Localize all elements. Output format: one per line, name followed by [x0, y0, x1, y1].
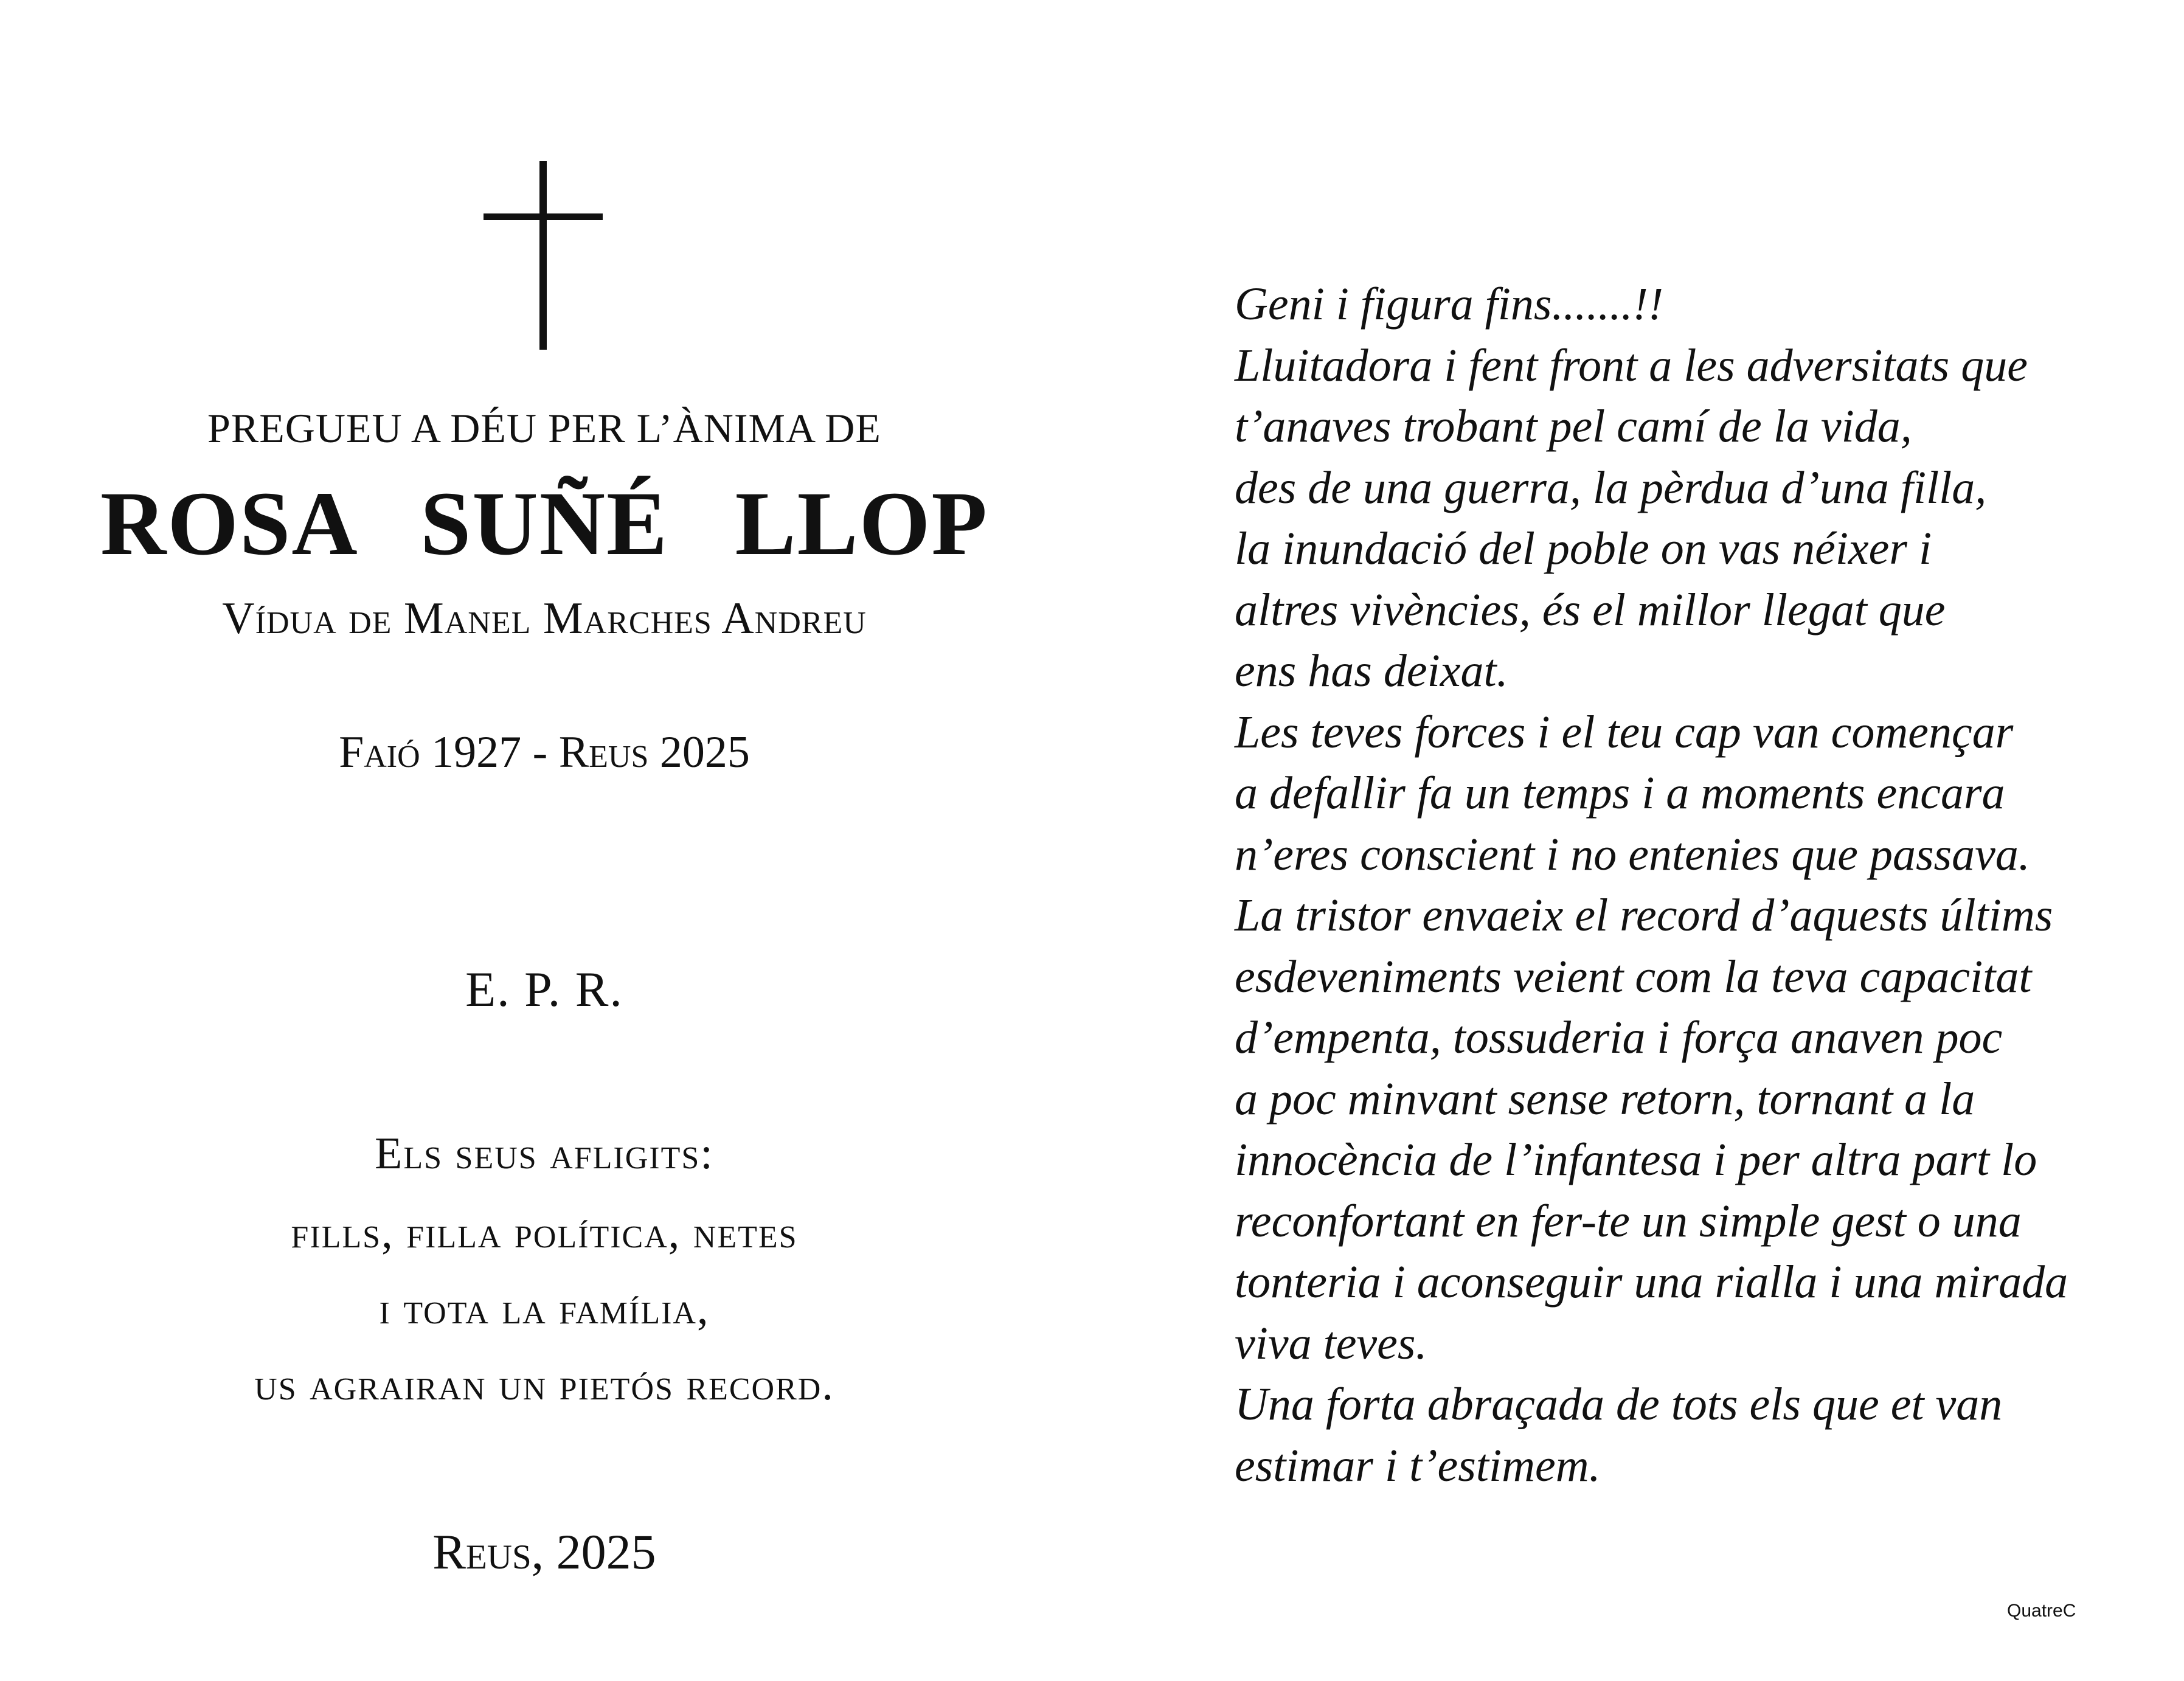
poem-line: t’anaves trobant pel camí de la vida,: [1235, 401, 1912, 452]
poem-line: innocència de l’infantesa i per altra part lo: [1235, 1134, 2037, 1185]
poem-line: ens has deixat.: [1235, 645, 1508, 696]
family-line: Els seus afligits:: [375, 1129, 714, 1179]
poem-line: a defallir fa un temps i a moments encara: [1235, 768, 2005, 819]
poem-line: a poc minvant sense retorn, tornant a la: [1235, 1073, 1975, 1125]
poem-line: Geni i figura fins.......!!: [1235, 279, 1664, 330]
birth-death-dates: Faió 1927 - Reus 2025: [339, 727, 750, 777]
family-line: fills, filla política, netes: [291, 1208, 798, 1258]
poem-line: reconfortant en fer-te un simple gest o una: [1235, 1195, 2022, 1247]
cross-icon: [484, 161, 605, 350]
prayer-heading: PREGUEU A DÉU PER L’ÀNIMA DE: [207, 405, 881, 451]
poem-line: n’eres conscient i no entenies que passava.: [1235, 828, 2030, 880]
cross-horizontal-bar: [484, 213, 603, 220]
poem-line: des de una guerra, la pèrdua d’una filla,: [1235, 462, 1987, 513]
memorial-card-left: [0, 0, 1089, 1681]
poem-line: Lluitadora i fent front a les adversitats que: [1235, 339, 2028, 391]
poem-line: esdeveniments veient com la teva capacitat: [1235, 951, 2032, 1002]
family-line: us agrairan un pietós record.: [254, 1360, 834, 1410]
memorial-poem: [1235, 274, 2147, 1496]
cross-vertical-bar: [539, 161, 547, 350]
poem-line: tonteria i aconseguir una rialla i una mirada: [1235, 1256, 2068, 1308]
rest-in-peace: E. P. R.: [465, 962, 623, 1017]
deceased-name: ROSA SUÑÉ LLOP: [100, 473, 988, 574]
poem-line: la inundació del poble on vas néixer i: [1235, 523, 1932, 574]
place-date: Reus, 2025: [432, 1524, 656, 1579]
poem-line: Una forta abraçada de tots els que et van: [1235, 1379, 2003, 1430]
family-line: i tota la família,: [379, 1284, 710, 1334]
poem-line: viva teves.: [1235, 1317, 1427, 1369]
poem-line: d’empenta, tossuderia i força anaven poc: [1235, 1012, 2003, 1063]
poem-line: estimar i t’estimem.: [1235, 1440, 1601, 1491]
widow-of-line: Vídua de Manel Marches Andreu: [222, 594, 867, 643]
poem-line: La tristor envaeix el record d’aquests últims: [1235, 890, 2053, 941]
poem-line: altres vivències, és el millor llegat que: [1235, 584, 1946, 636]
printer-credit: QuatreC: [2007, 1601, 2076, 1621]
poem-line: Les teves forces i el teu cap van començar: [1235, 706, 2014, 758]
